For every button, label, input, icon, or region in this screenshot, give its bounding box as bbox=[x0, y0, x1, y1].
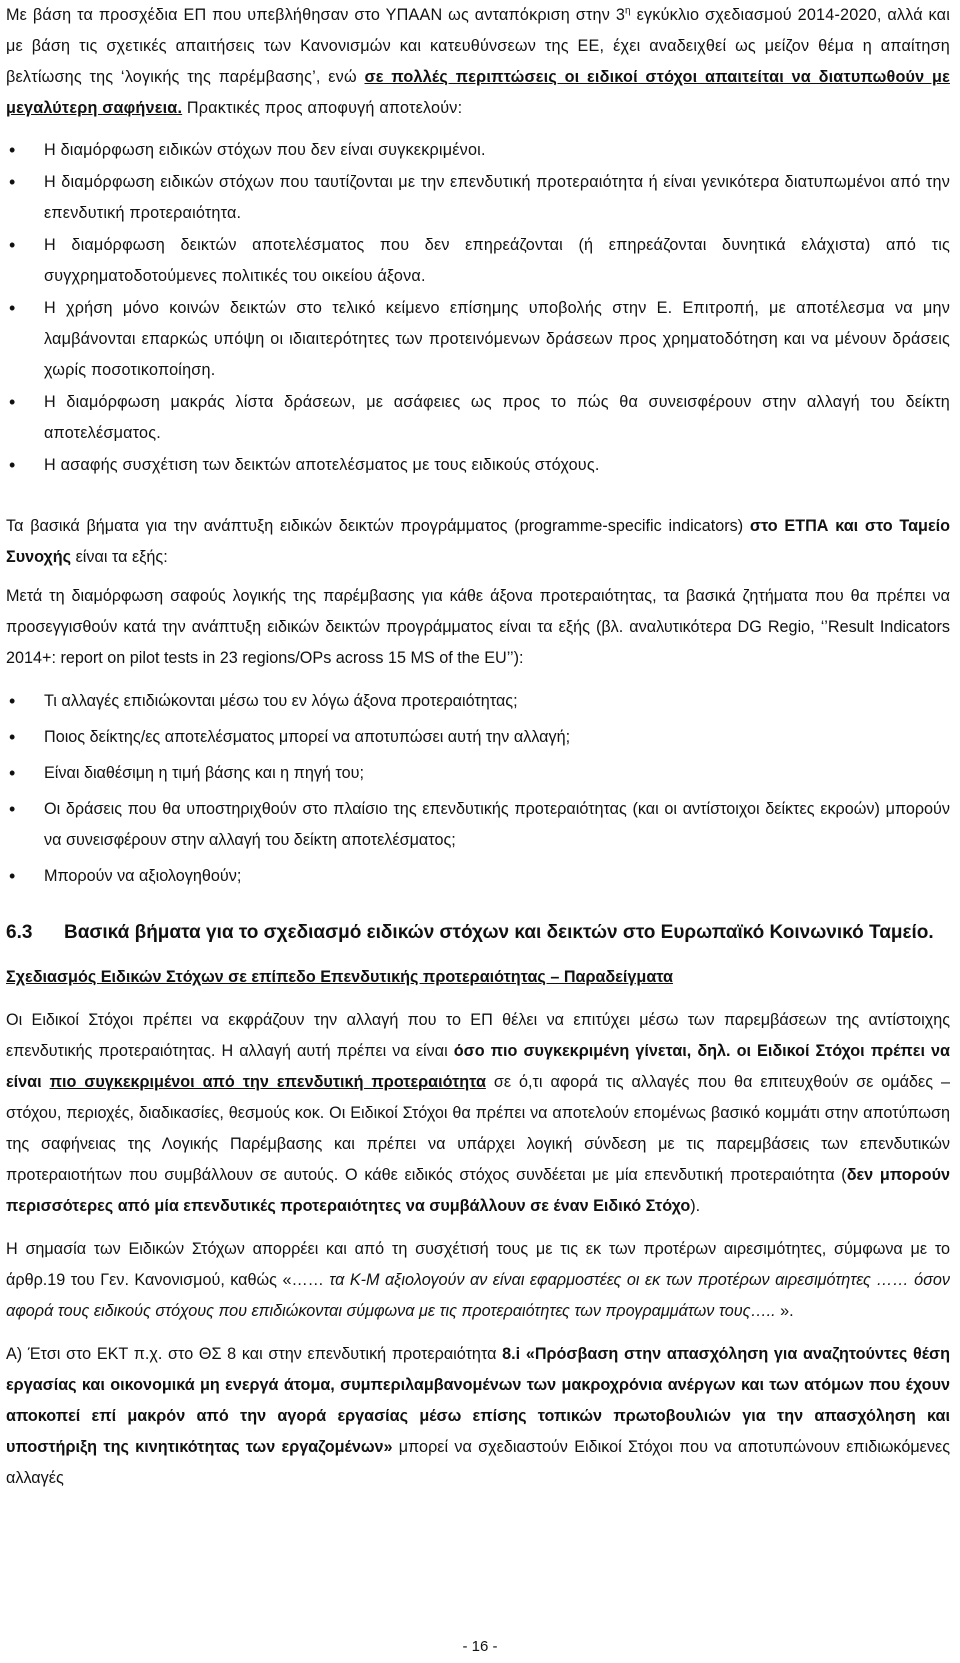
steps-paragraph: Μετά τη διαμόρφωση σαφούς λογικής της παρέμβασης για κάθε άξονα προτεραιότητας, τα βασικά ζητήματα που θα πρέπει να προσεγγισθούν κατά την ανάπτυξη ειδικών δεικτών προγράμματος είναι τα εξής (βλ. αναλυτικότερα DG Regio, ‘’Result Indicators 2014+: report on pilot tests in 23 regions/OPs across 15 MS of the EU’’): bbox=[6, 587, 950, 667]
list-item: • Η διαμόρφωση ειδικών στόχων που ταυτίζονται με την επενδυτική προτεραιότητα ή είναι γενικότερα διατυπωμένοι από την επενδυτική προτεραιότητα. bbox=[6, 167, 950, 229]
list-item: • Η ασαφής συσχέτιση των δεικτών αποτελέσματος με τους ειδικούς στόχους. bbox=[6, 450, 950, 481]
para1-text: Οι Ειδικοί Στόχοι πρέπει να εκφράζουν την αλλαγή που το ΕΠ θέλει να επιτύχει μέσω των παρεμβάσεων της αντίστοιχης επενδυτικής προτεραιότητας. Η αλλαγή αυτή πρέπει να είναι bbox=[6, 1011, 950, 1060]
para1-text-cont: σε ό,τι αφορά τις αλλαγές που θα επιτευχθούν σε ομάδες – στόχου, περιοχές, διαδικασίες, θεσμούς κοκ. Οι Ειδικοί Στόχοι θα πρέπει να αποτελούν επομένως βασικό κομμάτι στην αποτύπωση της σαφήνειας της Λογικής Παρέμβασης και πρέπει να υπάρχει λογική σύνδεση με τις παρεμβάσεις των επενδυτικών προτεραιοτήτων που συμβάλλουν σε αυτούς. Ο κάθε ειδικός στόχος συνδέεται με μία επενδυτική προτεραιότητα ( bbox=[6, 1073, 950, 1184]
para1-bold: όσο πιο συγκεκριμένη γίνεται, δηλ. οι Ειδικοί Στόχοι πρέπει να είναι bbox=[6, 1042, 950, 1091]
paragraph-conditionalities bbox=[6, 1234, 950, 1327]
list-item: • Τι αλλαγές επιδιώκονται μέσω του εν λόγω άξονα προτεραιότητας; bbox=[6, 686, 950, 717]
avoid-practices-list bbox=[6, 135, 950, 481]
page-number: - 16 - bbox=[462, 1638, 498, 1655]
para1-underlined-bold: πιο συγκεκριμένοι από την επενδυτική προτεραιότητα bbox=[49, 1073, 486, 1091]
list-item: • Ποιος δείκτης/ες αποτελέσματος μπορεί να αποτυπώσει αυτή την αλλαγή; bbox=[6, 722, 950, 753]
steps-intro-closing: είναι τα εξής: bbox=[71, 548, 168, 566]
section-title: Βασικά βήματα για το σχεδιασμό ειδικών στόχων και δεικτών στο Ευρωπαϊκό Κοινωνικό Ταμείο. bbox=[64, 922, 934, 943]
list-item: • Η χρήση μόνο κοινών δεικτών στο τελικό κείμενο επίσημης υποβολής στην Ε. Επιτροπή, με αποτέλεσμα να μην λαμβάνονται επαρκώς υπόψη οι ιδιαιτερότητες των προτεινόμενων δράσεων προς χρηματοδότηση και να μένουν δράσεις χωρίς ποσοτικοποίηση. bbox=[6, 293, 950, 386]
list-item: • Η διαμόρφωση μακράς λίστα δράσεων, με ασάφειες ως προς το πώς θα συνεισφέρουν στην αλλαγή του δείκτη αποτελέσματος. bbox=[6, 387, 950, 449]
list-item: • Οι δράσεις που θα υποστηριχθούν στο πλαίσιο της επενδυτικής προτεραιότητας (και οι αντίστοιχοι δείκτες εκροών) μπορούν να συνεισφέρουν στην αλλαγή του δείκτη αποτελέσματος; bbox=[6, 794, 950, 856]
list-item: • Είναι διαθέσιμη η τιμή βάσης και η πηγή του; bbox=[6, 758, 950, 789]
intro-closing: Πρακτικές προς αποφυγή αποτελούν: bbox=[182, 99, 463, 117]
steps-intro-text: Τα βασικά βήματα για την ανάπτυξη ειδικών δεικτών προγράμματος (programme-specific indicators) bbox=[6, 517, 750, 535]
para3-closing: μπορεί να σχεδιαστούν Ειδικοί Στόχοι που να αποτυπώνουν επιδιωκόμενες αλλαγές bbox=[6, 1438, 950, 1487]
intro-emphasis: σε πολλές περιπτώσεις οι ειδικοί στόχοι απαιτείται να διατυπωθούν με μεγαλύτερη σαφήνεια. bbox=[6, 68, 950, 117]
intro-paragraph bbox=[6, 0, 950, 124]
list-item: • Η διαμόρφωση ειδικών στόχων που δεν είναι συγκεκριμένοι. bbox=[6, 135, 950, 166]
intro-text-cont: εγκύκλιο σχεδιασμού 2014-2020, αλλά και με βάση τις σχετικές απαιτήσεις των Κανονισμών και κατευθύνσεων της ΕΕ, έχει αναδειχθεί ως μείζον θέμα η απαίτηση βελτίωσης της ‘λογικής της παρέμβασης’, ενώ bbox=[6, 6, 951, 86]
para2-closing: ». bbox=[775, 1302, 794, 1320]
paragraph-specific-objectives bbox=[6, 1005, 950, 1222]
steps-intro-paragraph bbox=[6, 511, 950, 573]
para1-bold-note: δεν μπορούν περισσότερες από μία επενδυτικές προτεραιότητες να συμβάλλουν σε έναν Ειδικό Στόχο bbox=[6, 1166, 950, 1215]
section-heading bbox=[6, 918, 950, 948]
section-number: 6.3 bbox=[6, 922, 33, 943]
questions-list bbox=[6, 686, 950, 892]
steps-intro-bold: στο ΕΤΠΑ και στο Ταμείο Συνοχής bbox=[6, 517, 951, 566]
para2-quote: τα Κ-Μ αξιολογούν αν είναι εφαρμοστέες οι εκ των προτέρων αιρεσιμότητες …… όσον αφορά τους ειδικούς στόχους που επιδιώκονται σύμφωνα με τις προτεραιότητες των προγραμμάτων τους….. bbox=[6, 1271, 950, 1320]
para1-closing: ). bbox=[690, 1197, 701, 1215]
intro-text: Με βάση τα προσχέδια ΕΠ που υπεβλήθησαν στο ΥΠΑΑΝ ως ανταπόκριση στην 3 bbox=[6, 6, 626, 24]
subheading: Σχεδιασμός Ειδικών Στόχων σε επίπεδο Επενδυτικής προτεραιότητας – Παραδείγματα bbox=[6, 968, 674, 986]
para3-text: Α) Έτσι στο ΕΚΤ π.χ. στο ΘΣ 8 και στην επενδυτική προτεραιότητα bbox=[6, 1345, 503, 1363]
para3-bold: 8.i «Πρόσβαση στην απασχόληση για αναζητούντες θέση εργασίας και οικονομικά μη ενεργά άτομα, συμπεριλαμβανομένων των μακροχρόνια ανέργων και των ατόμων που έχουν αποκοπεί επί μακρόν από την αγορά εργασίας μέσω επίσης τοπικών πρωτοβουλιών για την απασχόληση και υποστήριξη της κινητικότητας των εργαζομένων» bbox=[6, 1345, 951, 1456]
list-item: • Μπορούν να αξιολογηθούν; bbox=[6, 861, 950, 892]
list-item: • Η διαμόρφωση δεικτών αποτελέσματος που δεν επηρεάζονται (ή επηρεάζονται δυνητικά ελάχιστα) από τις συγχρηματοδοτούμενες πολιτικές του οικείου άξονα. bbox=[6, 230, 950, 292]
para2-text: Η σημασία των Ειδικών Στόχων απορρέει και από τη συσχέτισή τους με τις εκ των προτέρων αιρεσιμότητες, σύμφωνα με το άρθρ.19 του Γεν. Κανονισμού, καθώς «…… bbox=[6, 1240, 950, 1289]
ordinal-superscript: η bbox=[625, 5, 631, 17]
paragraph-esf-example bbox=[6, 1339, 950, 1494]
